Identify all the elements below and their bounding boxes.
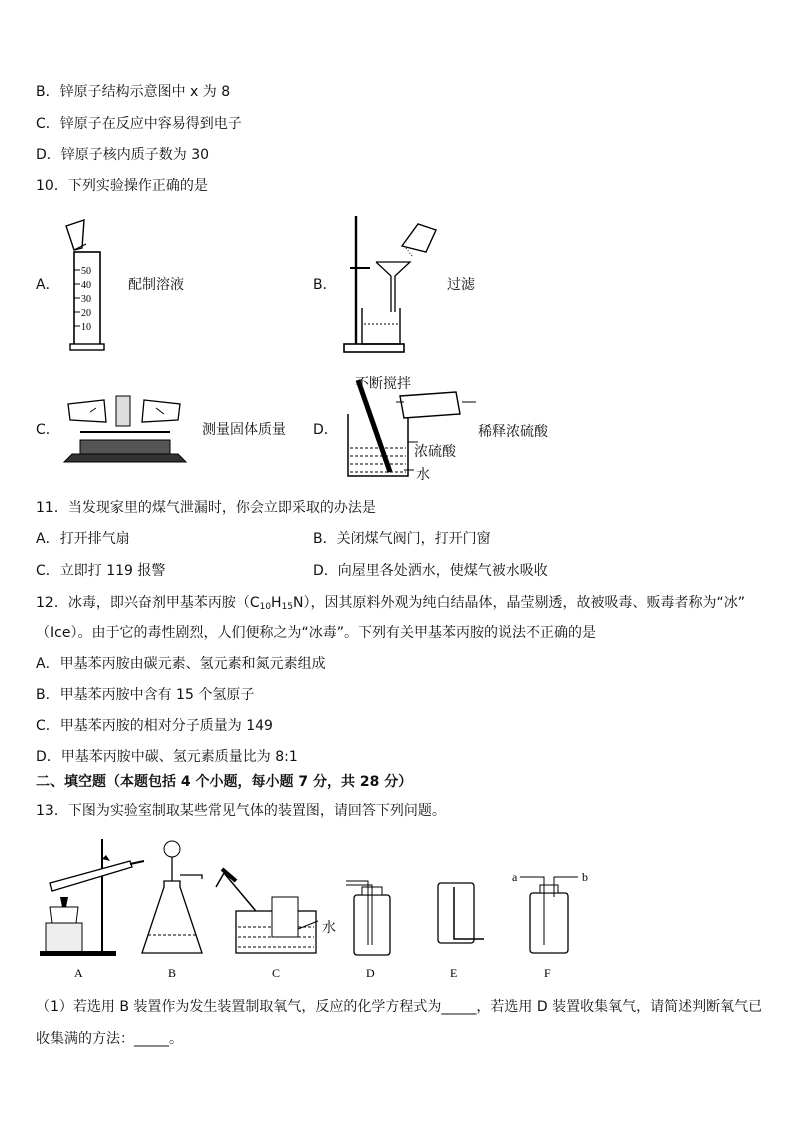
q11-option-a: A．打开排气扇 [36, 531, 130, 547]
q13-stem: 13．下图为实验室制取某些常见气体的装置图，请回答下列问题。 [36, 803, 446, 819]
tick-20: 20 [81, 308, 91, 319]
label-c: C [272, 966, 281, 980]
q10-a-label: 配制溶液 [128, 277, 184, 293]
cylinder-figure [60, 218, 120, 358]
q12-option-a: A．甲基苯丙胺由碳元素、氢元素和氮元素组成 [36, 656, 326, 672]
q12-stem-line2: （Ice）。由于它的毒性剧烈，人们便称之为“冰毒”。下列有关甲基苯丙胺的说法不正确的是 [36, 625, 596, 641]
q13-part1-line1: （1）若选用 B 装置作为发生装置制取氧气，反应的化学方程式为_____，若选用 D 装置收集氧气，请简述判断氧气已 [36, 999, 763, 1015]
label-d: D [366, 966, 375, 980]
q10-b-letter: B． [313, 277, 337, 293]
filtration-figure [340, 212, 440, 356]
q11-option-b: B．关闭煤气阀门，打开门窗 [313, 531, 491, 547]
d-stir-label: 不断搅拌 [355, 376, 411, 392]
q10-c-label: 测量固体质量 [202, 422, 286, 438]
q10-b-label: 过滤 [447, 277, 475, 293]
tick-30: 30 [81, 294, 91, 305]
d-acid-dilute-label: 稀释浓硫酸 [478, 424, 548, 440]
q9-option-b: B．锌原子结构示意图中 x 为 8 [36, 84, 231, 100]
label-f: F [544, 966, 551, 980]
q11-option-d: D．向屋里各处洒水，使煤气被水吸收 [313, 563, 548, 579]
section-heading: 二、填空题（本题包括 4 个小题，每小题 7 分，共 28 分） [36, 774, 413, 790]
q11-stem: 11．当发现家里的煤气泄漏时，你会立即采取的办法是 [36, 500, 376, 516]
d-acid-label: 浓硫酸 [414, 444, 456, 460]
q12-stem-line1: 12．冰毒，即兴奋剂甲基苯丙胺$(C_{10}H_{15}N)$，因其原料外观为纯白结晶体，晶莹剔透，故被吸毒、贩毒者称为“冰” [36, 595, 746, 612]
q12-option-d: D．甲基苯丙胺中碳、氢元素质量比为 8:1 [36, 749, 298, 765]
label-b: B [168, 966, 177, 980]
balance-figure [60, 384, 190, 470]
q13-part1-line2: 收集满的方法：_____。 [36, 1031, 183, 1047]
water-label: 水 [322, 920, 336, 936]
q12-option-b: B．甲基苯丙胺中含有 15 个氢原子 [36, 687, 255, 703]
tick-40: 40 [81, 280, 91, 291]
tick-10: 10 [81, 322, 91, 333]
q12-option-c: C．甲基苯丙胺的相对分子质量为 149 [36, 718, 273, 734]
q9-option-d: D．锌原子核内质子数为 30 [36, 147, 210, 163]
label-a: A [74, 966, 83, 980]
d-water-label: 水 [416, 467, 430, 483]
q10-d-letter: D． [313, 422, 338, 438]
apparatus-figure [36, 835, 596, 985]
label-e: E [450, 966, 458, 980]
q10-c-letter: C． [36, 422, 60, 438]
q10-a-letter: A． [36, 277, 60, 293]
q11-option-c: C．立即打 119 报警 [36, 563, 166, 579]
port-a-label: a [512, 870, 518, 884]
q9-option-c: C．锌原子在反应中容易得到电子 [36, 116, 242, 132]
tick-50: 50 [81, 266, 91, 277]
port-b-label: b [582, 870, 588, 884]
q10-stem: 10．下列实验操作正确的是 [36, 178, 208, 194]
